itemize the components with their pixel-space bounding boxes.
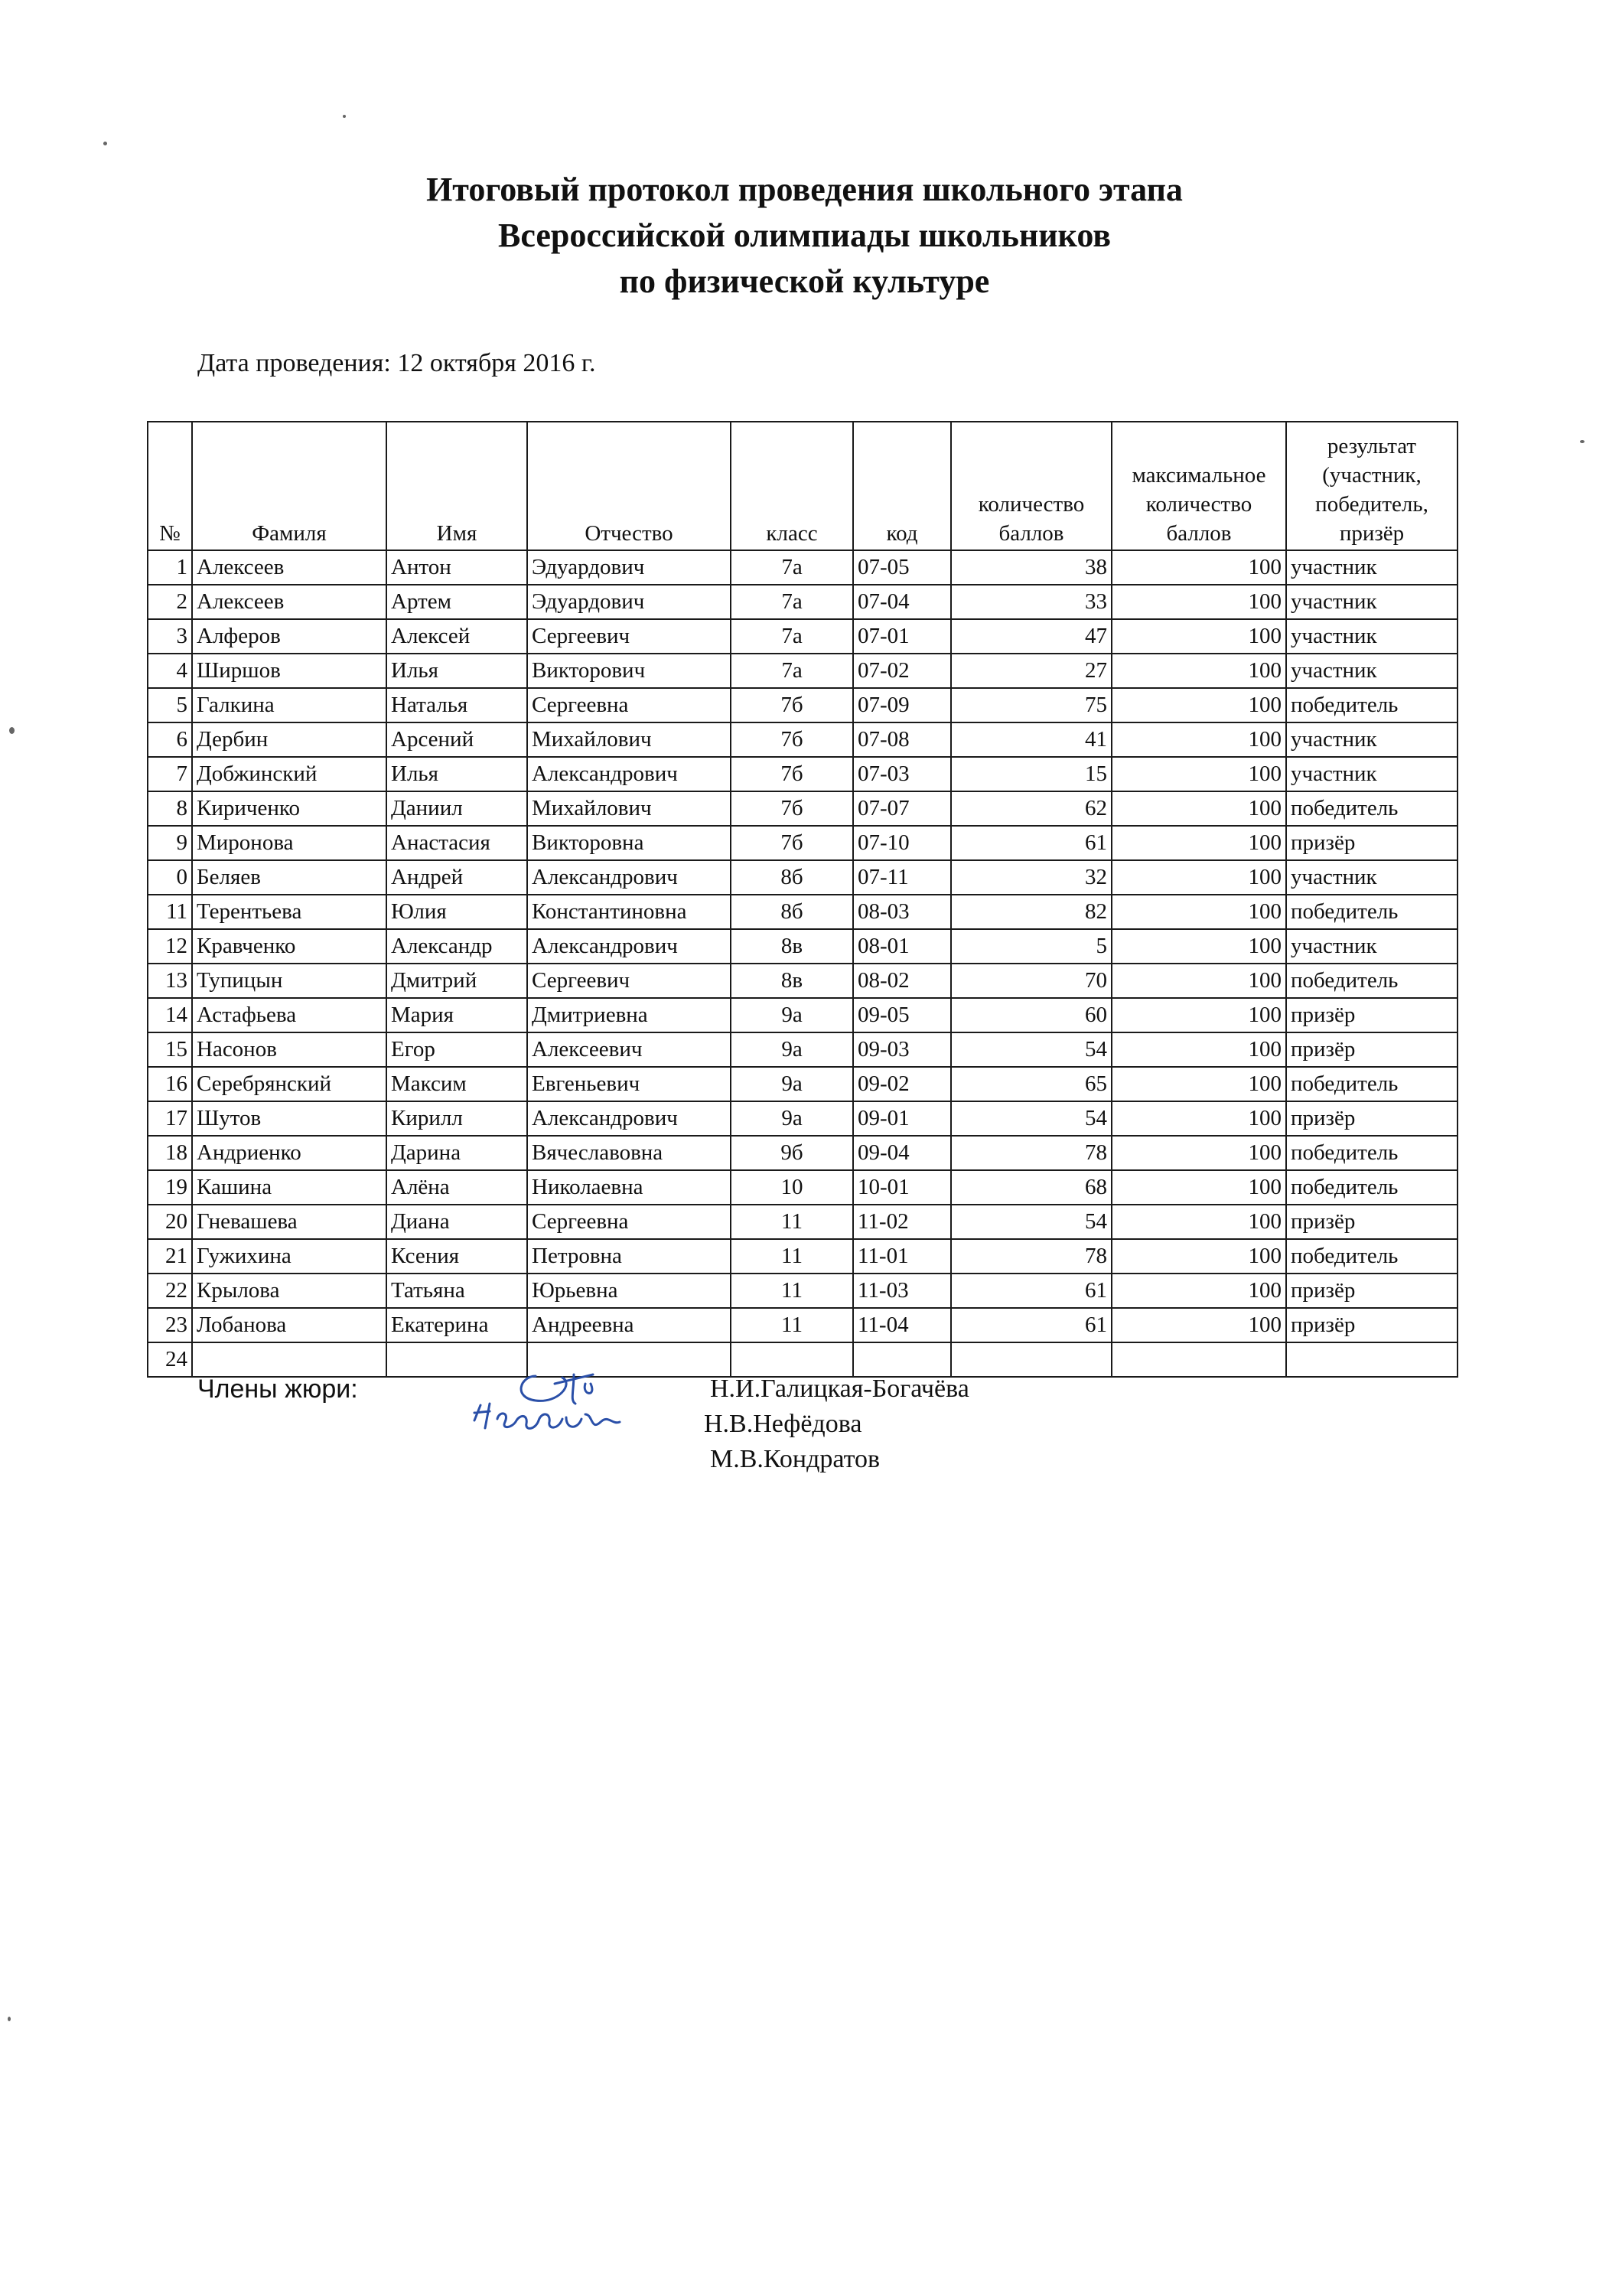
table-row — [148, 826, 1458, 860]
cell-class: 8в — [731, 964, 853, 998]
cell-result: победитель — [1286, 1170, 1458, 1205]
cell-class: 8в — [731, 929, 853, 964]
cell-result: победитель — [1286, 1239, 1458, 1274]
header-surname: Фамиля — [192, 422, 386, 550]
cell-class: 7а — [731, 585, 853, 619]
cell-patronymic: Сергеевна — [527, 688, 731, 722]
cell-max-score: 100 — [1112, 929, 1286, 964]
header-max-score: максимальное количество баллов — [1112, 422, 1286, 550]
cell-number: 2 — [148, 585, 192, 619]
jury-label: Члены жюри: — [197, 1375, 358, 1404]
table-row — [148, 619, 1458, 654]
cell-class: 8б — [731, 860, 853, 895]
cell-patronymic: Дмитриевна — [527, 998, 731, 1032]
cell-code: 09-04 — [853, 1136, 951, 1170]
header-score: количество баллов — [951, 422, 1112, 550]
cell-number: 24 — [148, 1342, 192, 1377]
cell-score: 54 — [951, 1101, 1112, 1136]
cell-number: 8 — [148, 791, 192, 826]
header-number: № — [148, 422, 192, 550]
cell-surname: Серебрянский — [192, 1067, 386, 1101]
cell-number: 21 — [148, 1239, 192, 1274]
cell-max-score: 100 — [1112, 1101, 1286, 1136]
cell-surname: Астафьева — [192, 998, 386, 1032]
cell-class: 9а — [731, 1032, 853, 1067]
cell-score: 54 — [951, 1032, 1112, 1067]
cell-patronymic: Юрьевна — [527, 1274, 731, 1308]
cell-surname: Тупицын — [192, 964, 386, 998]
cell-number: 9 — [148, 826, 192, 860]
cell-max-score: 100 — [1112, 757, 1286, 791]
table-row — [148, 791, 1458, 826]
table-row — [148, 1342, 1458, 1377]
cell-max-score — [1112, 1342, 1286, 1377]
cell-class: 10 — [731, 1170, 853, 1205]
cell-class: 8б — [731, 895, 853, 929]
cell-score: 75 — [951, 688, 1112, 722]
title-line-1: Итоговый протокол проведения школьного этапа — [426, 171, 1183, 208]
jury-member-2: Н.В.Нефёдова — [704, 1410, 862, 1438]
cell-score: 41 — [951, 722, 1112, 757]
cell-class: 11 — [731, 1239, 853, 1274]
cell-max-score: 100 — [1112, 895, 1286, 929]
cell-max-score: 100 — [1112, 1239, 1286, 1274]
cell-number: 14 — [148, 998, 192, 1032]
cell-result: победитель — [1286, 895, 1458, 929]
cell-number: 13 — [148, 964, 192, 998]
table-row — [148, 1101, 1458, 1136]
cell-max-score: 100 — [1112, 1067, 1286, 1101]
cell-result: призёр — [1286, 1308, 1458, 1342]
cell-result: участник — [1286, 722, 1458, 757]
cell-result: победитель — [1286, 964, 1458, 998]
cell-number: 5 — [148, 688, 192, 722]
cell-surname: Добжинский — [192, 757, 386, 791]
cell-score: 54 — [951, 1205, 1112, 1239]
table-row — [148, 998, 1458, 1032]
cell-score: 32 — [951, 860, 1112, 895]
cell-score: 78 — [951, 1239, 1112, 1274]
cell-number: 16 — [148, 1067, 192, 1101]
cell-number: 12 — [148, 929, 192, 964]
cell-score: 68 — [951, 1170, 1112, 1205]
handwritten-signature — [459, 1361, 673, 1445]
cell-class: 9а — [731, 998, 853, 1032]
cell-patronymic: Сергеевич — [527, 964, 731, 998]
cell-number: 0 — [148, 860, 192, 895]
cell-result: победитель — [1286, 1067, 1458, 1101]
cell-score: 78 — [951, 1136, 1112, 1170]
cell-number: 17 — [148, 1101, 192, 1136]
cell-name: Дарина — [386, 1136, 527, 1170]
results-table — [147, 421, 1458, 1378]
cell-code: 10-01 — [853, 1170, 951, 1205]
cell-number: 7 — [148, 757, 192, 791]
cell-class: 11 — [731, 1274, 853, 1308]
cell-score: 61 — [951, 826, 1112, 860]
cell-max-score: 100 — [1112, 998, 1286, 1032]
table-row — [148, 929, 1458, 964]
cell-patronymic: Александрович — [527, 929, 731, 964]
cell-name: Диана — [386, 1205, 527, 1239]
cell-score: 47 — [951, 619, 1112, 654]
cell-code: 09-03 — [853, 1032, 951, 1067]
cell-surname: Терентьева — [192, 895, 386, 929]
cell-result: участник — [1286, 757, 1458, 791]
cell-class: 7а — [731, 619, 853, 654]
cell-score: 61 — [951, 1308, 1112, 1342]
cell-surname — [192, 1342, 386, 1377]
cell-name: Мария — [386, 998, 527, 1032]
cell-name: Антон — [386, 550, 527, 585]
cell-surname: Насонов — [192, 1032, 386, 1067]
cell-name: Екатерина — [386, 1308, 527, 1342]
table-row — [148, 722, 1458, 757]
cell-code: 09-02 — [853, 1067, 951, 1101]
cell-surname: Гневашева — [192, 1205, 386, 1239]
cell-surname: Кашина — [192, 1170, 386, 1205]
jury-member-3: М.В.Кондратов — [710, 1445, 881, 1473]
table-row — [148, 964, 1458, 998]
cell-name: Илья — [386, 654, 527, 688]
cell-surname: Миронова — [192, 826, 386, 860]
table-row — [148, 1308, 1458, 1342]
cell-class: 7а — [731, 550, 853, 585]
cell-patronymic: Михайлович — [527, 791, 731, 826]
cell-surname: Ширшов — [192, 654, 386, 688]
cell-patronymic: Петровна — [527, 1239, 731, 1274]
cell-patronymic: Сергеевич — [527, 619, 731, 654]
cell-class: 7б — [731, 688, 853, 722]
cell-class: 7а — [731, 654, 853, 688]
header-class: класс — [731, 422, 853, 550]
cell-name: Юлия — [386, 895, 527, 929]
cell-name: Алёна — [386, 1170, 527, 1205]
cell-max-score: 100 — [1112, 964, 1286, 998]
scan-speck — [343, 115, 346, 118]
cell-max-score: 100 — [1112, 791, 1286, 826]
cell-name: Дмитрий — [386, 964, 527, 998]
cell-patronymic: Евгеньевич — [527, 1067, 731, 1101]
cell-code: 08-02 — [853, 964, 951, 998]
cell-surname: Кравченко — [192, 929, 386, 964]
cell-result: призёр — [1286, 826, 1458, 860]
cell-surname: Беляев — [192, 860, 386, 895]
cell-code: 08-01 — [853, 929, 951, 964]
cell-number: 15 — [148, 1032, 192, 1067]
cell-surname: Крылова — [192, 1274, 386, 1308]
cell-code: 07-03 — [853, 757, 951, 791]
cell-number: 23 — [148, 1308, 192, 1342]
table-row — [148, 585, 1458, 619]
cell-patronymic: Эдуардович — [527, 550, 731, 585]
table-row — [148, 1136, 1458, 1170]
cell-result: участник — [1286, 654, 1458, 688]
cell-code: 07-10 — [853, 826, 951, 860]
cell-patronymic: Алексеевич — [527, 1032, 731, 1067]
cell-code: 07-08 — [853, 722, 951, 757]
cell-max-score: 100 — [1112, 826, 1286, 860]
event-date: Дата проведения: 12 октября 2016 г. — [197, 349, 596, 377]
cell-class: 7б — [731, 722, 853, 757]
cell-surname: Алексеев — [192, 585, 386, 619]
cell-max-score: 100 — [1112, 1205, 1286, 1239]
cell-score: 27 — [951, 654, 1112, 688]
cell-number: 22 — [148, 1274, 192, 1308]
document-title — [0, 167, 1609, 305]
cell-surname: Гужихина — [192, 1239, 386, 1274]
cell-surname: Дербин — [192, 722, 386, 757]
title-line-2: Всероссийской олимпиады школьников — [497, 217, 1111, 254]
cell-class: 11 — [731, 1205, 853, 1239]
cell-patronymic: Вячеславовна — [527, 1136, 731, 1170]
cell-score: 61 — [951, 1274, 1112, 1308]
cell-surname: Шутов — [192, 1101, 386, 1136]
cell-result: призёр — [1286, 1274, 1458, 1308]
cell-number: 11 — [148, 895, 192, 929]
cell-max-score: 100 — [1112, 860, 1286, 895]
cell-max-score: 100 — [1112, 722, 1286, 757]
cell-result: призёр — [1286, 1101, 1458, 1136]
table-row — [148, 688, 1458, 722]
cell-result: победитель — [1286, 1136, 1458, 1170]
cell-name: Егор — [386, 1032, 527, 1067]
cell-surname: Лобанова — [192, 1308, 386, 1342]
table-row — [148, 550, 1458, 585]
scan-speck — [1580, 440, 1585, 443]
cell-patronymic: Андреевна — [527, 1308, 731, 1342]
cell-code: 11-01 — [853, 1239, 951, 1274]
cell-max-score: 100 — [1112, 1136, 1286, 1170]
cell-surname: Андриенко — [192, 1136, 386, 1170]
cell-name: Татьяна — [386, 1274, 527, 1308]
cell-patronymic: Александрович — [527, 757, 731, 791]
cell-max-score: 100 — [1112, 1032, 1286, 1067]
cell-number: 3 — [148, 619, 192, 654]
cell-number: 4 — [148, 654, 192, 688]
cell-name: Андрей — [386, 860, 527, 895]
cell-code: 07-05 — [853, 550, 951, 585]
cell-score: 62 — [951, 791, 1112, 826]
cell-name: Илья — [386, 757, 527, 791]
cell-score: 5 — [951, 929, 1112, 964]
cell-score: 65 — [951, 1067, 1112, 1101]
cell-name: Анастасия — [386, 826, 527, 860]
table-row — [148, 757, 1458, 791]
cell-score: 15 — [951, 757, 1112, 791]
cell-result: участник — [1286, 550, 1458, 585]
cell-number: 19 — [148, 1170, 192, 1205]
table-row — [148, 895, 1458, 929]
cell-code: 08-03 — [853, 895, 951, 929]
cell-result: победитель — [1286, 688, 1458, 722]
cell-code — [853, 1342, 951, 1377]
cell-surname: Алферов — [192, 619, 386, 654]
cell-code: 11-04 — [853, 1308, 951, 1342]
cell-name: Максим — [386, 1067, 527, 1101]
cell-max-score: 100 — [1112, 1308, 1286, 1342]
cell-code: 11-02 — [853, 1205, 951, 1239]
header-patronymic: Отчество — [527, 422, 731, 550]
cell-score: 70 — [951, 964, 1112, 998]
cell-name: Арсений — [386, 722, 527, 757]
cell-code: 07-04 — [853, 585, 951, 619]
cell-number: 6 — [148, 722, 192, 757]
cell-code: 07-09 — [853, 688, 951, 722]
cell-patronymic: Эдуардович — [527, 585, 731, 619]
cell-name: Александр — [386, 929, 527, 964]
table-body — [148, 550, 1458, 1377]
scan-speck — [8, 2017, 11, 2021]
cell-code: 09-01 — [853, 1101, 951, 1136]
cell-result: победитель — [1286, 791, 1458, 826]
cell-code: 09-05 — [853, 998, 951, 1032]
cell-patronymic: Викторович — [527, 654, 731, 688]
cell-patronymic: Николаевна — [527, 1170, 731, 1205]
scan-speck — [103, 142, 107, 145]
cell-number: 1 — [148, 550, 192, 585]
cell-result: призёр — [1286, 1205, 1458, 1239]
cell-surname: Галкина — [192, 688, 386, 722]
header-name: Имя — [386, 422, 527, 550]
cell-result: участник — [1286, 619, 1458, 654]
cell-name: Ксения — [386, 1239, 527, 1274]
cell-result: участник — [1286, 929, 1458, 964]
cell-class: 7б — [731, 826, 853, 860]
cell-code: 07-02 — [853, 654, 951, 688]
cell-name: Кирилл — [386, 1101, 527, 1136]
table-row — [148, 654, 1458, 688]
cell-score: 82 — [951, 895, 1112, 929]
cell-max-score: 100 — [1112, 585, 1286, 619]
cell-score: 38 — [951, 550, 1112, 585]
table-header-row — [148, 422, 1458, 550]
cell-code: 07-07 — [853, 791, 951, 826]
cell-result: призёр — [1286, 1032, 1458, 1067]
cell-name: Даниил — [386, 791, 527, 826]
header-code: код — [853, 422, 951, 550]
cell-class: 9а — [731, 1067, 853, 1101]
cell-max-score: 100 — [1112, 654, 1286, 688]
cell-max-score: 100 — [1112, 688, 1286, 722]
cell-class: 11 — [731, 1308, 853, 1342]
cell-result: участник — [1286, 585, 1458, 619]
table-row — [148, 1205, 1458, 1239]
cell-max-score: 100 — [1112, 1170, 1286, 1205]
cell-max-score: 100 — [1112, 550, 1286, 585]
cell-surname: Кириченко — [192, 791, 386, 826]
cell-class: 7б — [731, 791, 853, 826]
cell-class: 9а — [731, 1101, 853, 1136]
cell-score: 33 — [951, 585, 1112, 619]
cell-number: 20 — [148, 1205, 192, 1239]
title-line-3: по физической культуре — [619, 263, 990, 300]
cell-patronymic: Михайлович — [527, 722, 731, 757]
cell-name: Наталья — [386, 688, 527, 722]
cell-max-score: 100 — [1112, 1274, 1286, 1308]
cell-class: 7б — [731, 757, 853, 791]
cell-max-score: 100 — [1112, 619, 1286, 654]
cell-result — [1286, 1342, 1458, 1377]
cell-score: 60 — [951, 998, 1112, 1032]
cell-result: призёр — [1286, 998, 1458, 1032]
table-row — [148, 1032, 1458, 1067]
cell-name: Алексей — [386, 619, 527, 654]
cell-score — [951, 1342, 1112, 1377]
cell-class — [731, 1342, 853, 1377]
cell-result: участник — [1286, 860, 1458, 895]
table-row — [148, 1239, 1458, 1274]
cell-name: Артем — [386, 585, 527, 619]
cell-surname: Алексеев — [192, 550, 386, 585]
cell-patronymic: Александрович — [527, 1101, 731, 1136]
table-row — [148, 1067, 1458, 1101]
scan-speck — [9, 727, 15, 734]
jury-member-1: Н.И.Галицкая-Богачёва — [710, 1375, 969, 1403]
cell-patronymic: Викторовна — [527, 826, 731, 860]
cell-code: 11-03 — [853, 1274, 951, 1308]
cell-code: 07-01 — [853, 619, 951, 654]
table-row — [148, 1170, 1458, 1205]
cell-number: 18 — [148, 1136, 192, 1170]
cell-code: 07-11 — [853, 860, 951, 895]
header-result: результат (участник, победитель, призёр — [1286, 422, 1458, 550]
table-row — [148, 860, 1458, 895]
cell-patronymic: Александрович — [527, 860, 731, 895]
table-row — [148, 1274, 1458, 1308]
cell-patronymic: Сергеевна — [527, 1205, 731, 1239]
cell-patronymic: Константиновна — [527, 895, 731, 929]
cell-class: 9б — [731, 1136, 853, 1170]
